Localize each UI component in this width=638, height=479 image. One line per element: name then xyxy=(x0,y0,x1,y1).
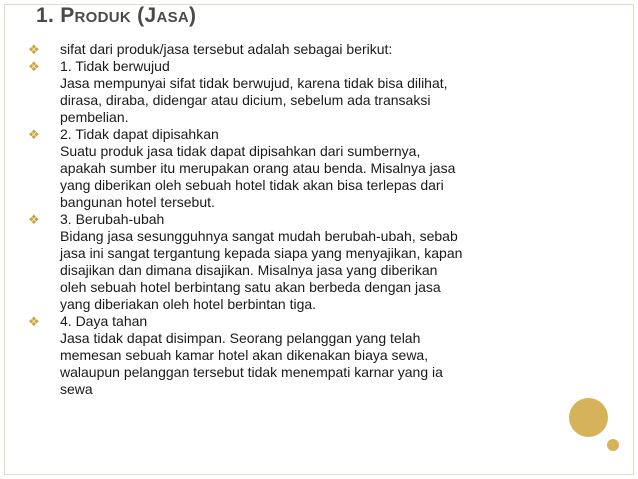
bullet-item xyxy=(28,211,548,313)
bullet-continuation-text: disajikan dan dimana disajikan. Misalnya jasa yang diberikan xyxy=(60,262,438,278)
bullet-continuation-text: memesan sebuah kamar hotel akan dikenakan biaya sewa, xyxy=(60,347,429,363)
bullet-continuation-text: apakah sumber itu merupakan orang atau benda. Misalnya jasa xyxy=(60,160,456,176)
bullet-continuation-text: jasa ini sangat tergantung kepada siapa yang menyajikan, kapan xyxy=(60,245,463,261)
bullet-list xyxy=(28,41,548,398)
bullet-item xyxy=(28,58,548,126)
bullet-item xyxy=(28,126,548,211)
bullet-continuation-text: yang diberiakan oleh hotel berbintan tiga. xyxy=(60,296,317,312)
diamond-bullet-icon: ❖ xyxy=(28,212,40,227)
decorative-circle-large xyxy=(569,398,608,437)
bullet-text: 3. Berubah-ubah xyxy=(60,211,165,227)
bullet-text: 2. Tidak dapat dipisahkan xyxy=(60,126,219,142)
bullet-item xyxy=(28,41,548,58)
diamond-bullet-icon: ❖ xyxy=(28,59,40,74)
diamond-bullet-icon: ❖ xyxy=(28,127,40,142)
bullet-continuation-text: Jasa tidak dapat disimpan. Seorang pelanggan yang telah xyxy=(60,330,421,346)
bullet-text: 4. Daya tahan xyxy=(60,313,148,329)
bullet-text: 1. Tidak berwujud xyxy=(60,58,170,74)
decorative-circle-small xyxy=(607,439,619,451)
bullet-item xyxy=(28,313,548,398)
diamond-bullet-icon: ❖ xyxy=(28,314,40,329)
bullet-continuation-text: walaupun pelanggan tersebut tidak menempati karnar yang ia xyxy=(60,364,443,380)
bullet-continuation-text: Bidang jasa sesungguhnya sangat mudah berubah-ubah, sebab xyxy=(60,228,458,244)
bullet-continuation-text: pembelian. xyxy=(60,109,129,125)
slide-title: 1. Produk (Jasa) xyxy=(36,4,197,27)
bullet-continuation-text: bangunan hotel tersebut. xyxy=(60,194,215,210)
bullet-continuation-text: dirasa, diraba, didengar atau dicium, sebelum ada transaksi xyxy=(60,92,431,108)
diamond-bullet-icon: ❖ xyxy=(28,42,40,57)
bullet-continuation-text: yang diberikan oleh sebuah hotel tidak akan bisa terlepas dari xyxy=(60,177,444,193)
bullet-text: sifat dari produk/jasa tersebut adalah sebagai berikut: xyxy=(60,41,393,57)
bullet-continuation-text: oleh sebuah hotel berbintang satu akan berbeda dengan jasa xyxy=(60,279,441,295)
bullet-continuation-text: Jasa mempunyai sifat tidak berwujud, karena tidak bisa dilihat, xyxy=(60,75,448,91)
bullet-continuation-text: sewa xyxy=(60,381,93,397)
bullet-continuation-text: Suatu produk jasa tidak dapat dipisahkan dari sumbernya, xyxy=(60,143,421,159)
